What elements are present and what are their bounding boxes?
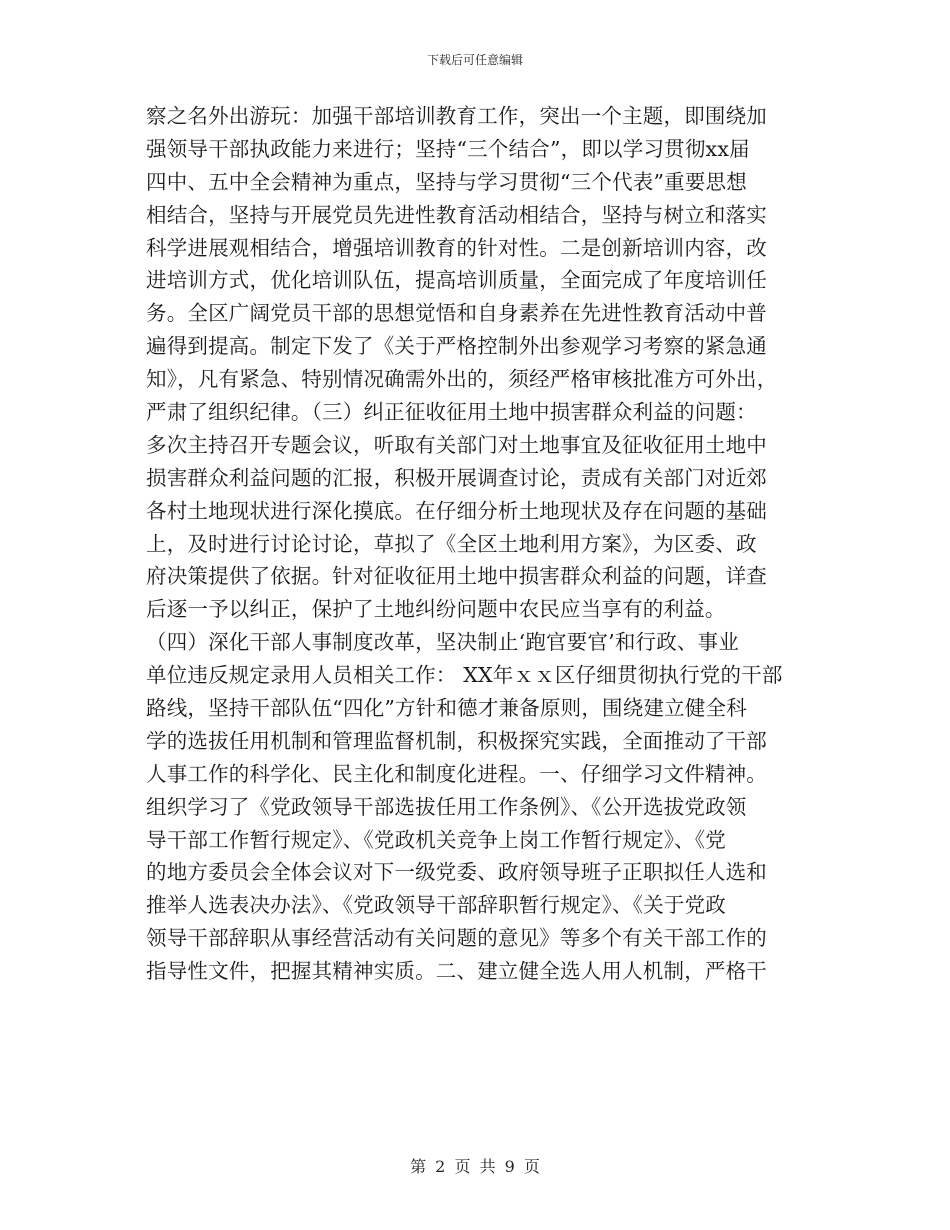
text-line: 推举人选表决办法》、《党政领导干部辞职暂行规定》、《关于党政 [146,893,726,918]
text-line: 后逐一予以纠正，保护了土地纠纷问题中农民应当享有的利益。 [146,597,726,622]
text-line: 严肃了组织纪律。（三）纠正征收征用土地中损害群众利益的问题： [146,400,757,425]
text-line: 强领导干部执政能力来进行；坚持“三个结合”，即以学习贯彻xx届 [146,136,750,161]
text-line: 府决策提供了依据。针对征收征用土地中损害群众利益的问题，详查 [146,564,767,589]
text-line: 相结合，坚持与开展党员先进性教育活动相结合，坚持与树立和落实 [146,202,767,227]
text-line: 学的选拔任用机制和管理监督机制，积极探究实践，全面推动了干部 [146,728,767,753]
page-footer: 第 2 页 共 9 页 [410,1157,540,1176]
text-line: 务。全区广阔党员干部的思想觉悟和自身素养在先进性教育活动中普 [146,301,767,326]
text-line: 损害群众利益问题的汇报，积极开展调查讨论，责成有关部门对近郊 [146,465,767,490]
text-line: 导干部工作暂行规定》、《党政机关竞争上岗工作暂行规定》、《党 [146,827,726,852]
text-line: 路线，坚持干部队伍“四化”方针和德才兼备原则，围绕建立健全科 [146,696,747,721]
text-line: 知》，凡有紧急、特别情况确需外出的，须经严格审核批准方可外出， [146,367,778,392]
text-line: 进培训方式，优化培训队伍，提高培训质量，全面完成了年度培训任 [146,268,767,293]
text-line: 上，及时进行讨论讨论，草拟了《全区土地利用方案》，为区委、政 [146,531,757,556]
text-line: 领导干部辞职从事经营活动有关问题的意见》等多个有关干部工作的 [146,926,767,951]
text-line: 组织学习了《党政领导干部选拔任用工作条例》、《公开选拔党政领 [146,794,747,819]
text-line: 人事工作的科学化、民主化和制度化进程。一、仔细学习文件精神。 [146,761,767,786]
text-line: 各村土地现状进行深化摸底。在仔细分析土地现状及存在问题的基础 [146,498,767,523]
text-line: 多次主持召开专题会议，听取有关部门对土地事宜及征收征用土地中 [146,432,767,457]
text-line: 的地方委员会全体会议对下一级党委、政府领导班子正职拟任人选和 [146,860,767,885]
text-line: 单位违反规定录用人员相关工作： XX年ｘｘ区仔细贯彻执行党的干部 [146,663,783,688]
text-line: 指导性文件，把握其精神实质。二、建立健全选人用人机制，严格干 [146,959,767,984]
text-line: 四中、五中全会精神为重点，坚持与学习贯彻“三个代表”重要思想 [146,169,747,194]
text-line: 察之名外出游玩：加强干部培训教育工作，突出一个主题，即围绕加 [146,104,767,128]
text-line: （四）深化干部人事制度改革，坚决制止‘跑官要官’和行政、事业 [146,630,740,655]
page-header: 下载后可任意编辑 [426,53,523,67]
text-line: 遍得到提高。制定下发了《关于严格控制外出参观学习考察的紧急通 [146,334,767,359]
body-text [146,100,816,988]
text-line: 科学进展观相结合，增强培训教育的针对性。二是创新培训内容，改 [146,235,767,260]
